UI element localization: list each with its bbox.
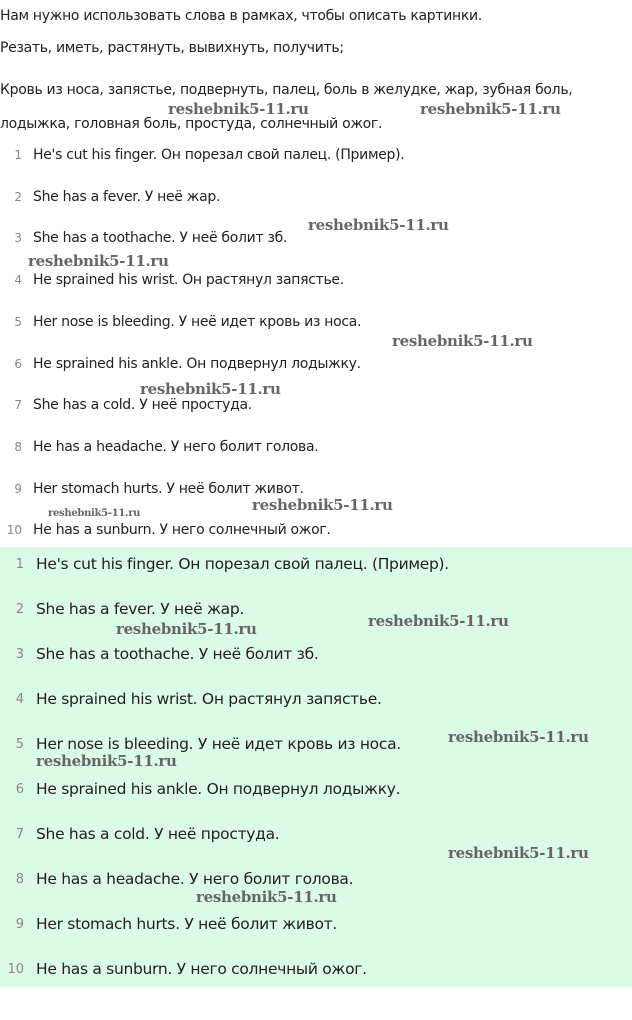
watermark: reshebnik5-11.ru: [308, 216, 449, 234]
item-number: 7: [15, 827, 24, 842]
item-number: 10: [7, 962, 24, 977]
item-text: Her stomach hurts. У неё болит живот.: [36, 915, 338, 933]
watermark: reshebnik5-11.ru: [448, 728, 589, 746]
item-number: 2: [14, 189, 22, 204]
item-text: He has a sunburn. У него солнечный ожог.: [33, 522, 331, 539]
item-number: 5: [15, 737, 24, 752]
watermark: reshebnik5-11.ru: [420, 100, 561, 118]
intro-line-3b: лодыжка, головная боль, простуда, солнечный ожог.: [0, 116, 383, 132]
watermark: reshebnik5-11.ru: [116, 620, 257, 638]
item-number: 3: [15, 647, 24, 662]
watermark: reshebnik5-11.ru: [168, 100, 309, 118]
item-number: 4: [15, 692, 24, 707]
item-number: 6: [14, 356, 22, 371]
item-number: 5: [14, 314, 22, 329]
item-number: 6: [15, 782, 24, 797]
watermark: reshebnik5-11.ru: [28, 252, 169, 270]
item-text: He sprained his wrist. Он растянул запястье.: [36, 690, 382, 708]
item-number: 7: [14, 398, 22, 413]
item-text: He sprained his wrist. Он растянул запястье.: [33, 272, 344, 289]
item-text: He sprained his ankle. Он подвернул лодыжку.: [36, 780, 401, 798]
watermark: reshebnik5-11.ru: [448, 844, 589, 862]
item-text: Her nose is bleeding. У неё идет кровь из носа.: [33, 313, 362, 330]
item-number: 2: [15, 602, 24, 617]
item-number: 8: [14, 439, 22, 454]
item-text: He has a headache. У него болит голова.: [33, 438, 319, 455]
item-text: He has a headache. У него болит голова.: [36, 870, 354, 888]
watermark: reshebnik5-11.ru: [36, 752, 177, 770]
watermark: reshebnik5-11.ru: [140, 380, 281, 398]
item-number: 1: [15, 557, 24, 572]
intro-line-3a: Кровь из носа, запястье, подвернуть, палец, боль в желудке, жар, зубная боль,: [0, 82, 573, 98]
item-text: Her nose is bleeding. У неё идет кровь из носа.: [36, 735, 401, 753]
item-number: 9: [14, 481, 22, 496]
item-number: 8: [15, 872, 24, 887]
watermark: reshebnik5-11.ru: [48, 508, 141, 519]
item-text: He's cut his finger. Он порезал свой палец. (Пример).: [33, 147, 405, 163]
intro-line-1: Нам нужно использовать слова в рамках, чтобы описать картинки.: [0, 8, 483, 24]
item-text: She has a fever. У неё жар.: [36, 600, 245, 618]
item-text: He sprained his ankle. Он подвернул лодыжку.: [33, 355, 361, 372]
watermark: reshebnik5-11.ru: [368, 612, 509, 630]
item-text: She has a cold. У неё простуда.: [36, 825, 280, 843]
item-text: He has a sunburn. У него солнечный ожог.: [36, 960, 367, 978]
item-text: She has a fever. У неё жар.: [33, 188, 221, 205]
item-number: 4: [14, 273, 22, 288]
watermark: reshebnik5-11.ru: [392, 332, 533, 350]
item-text: She has a toothache. У неё болит зб.: [36, 645, 319, 663]
item-text: She has a toothache. У неё болит зб.: [33, 230, 288, 247]
watermark: reshebnik5-11.ru: [252, 496, 393, 514]
item-text: She has a cold. У неё простуда.: [33, 397, 252, 414]
item-text: He's cut his finger. Он порезал свой палец. (Пример).: [36, 555, 449, 573]
watermark: reshebnik5-11.ru: [196, 888, 337, 906]
intro-line-2: Резать, иметь, растянуть, вывихнуть, получить;: [0, 40, 344, 56]
item-number: 10: [6, 523, 22, 538]
item-number: 1: [14, 148, 22, 162]
item-text: Her stomach hurts. У неё болит живот.: [33, 480, 304, 497]
item-number: 3: [14, 231, 22, 246]
item-number: 9: [15, 917, 24, 932]
